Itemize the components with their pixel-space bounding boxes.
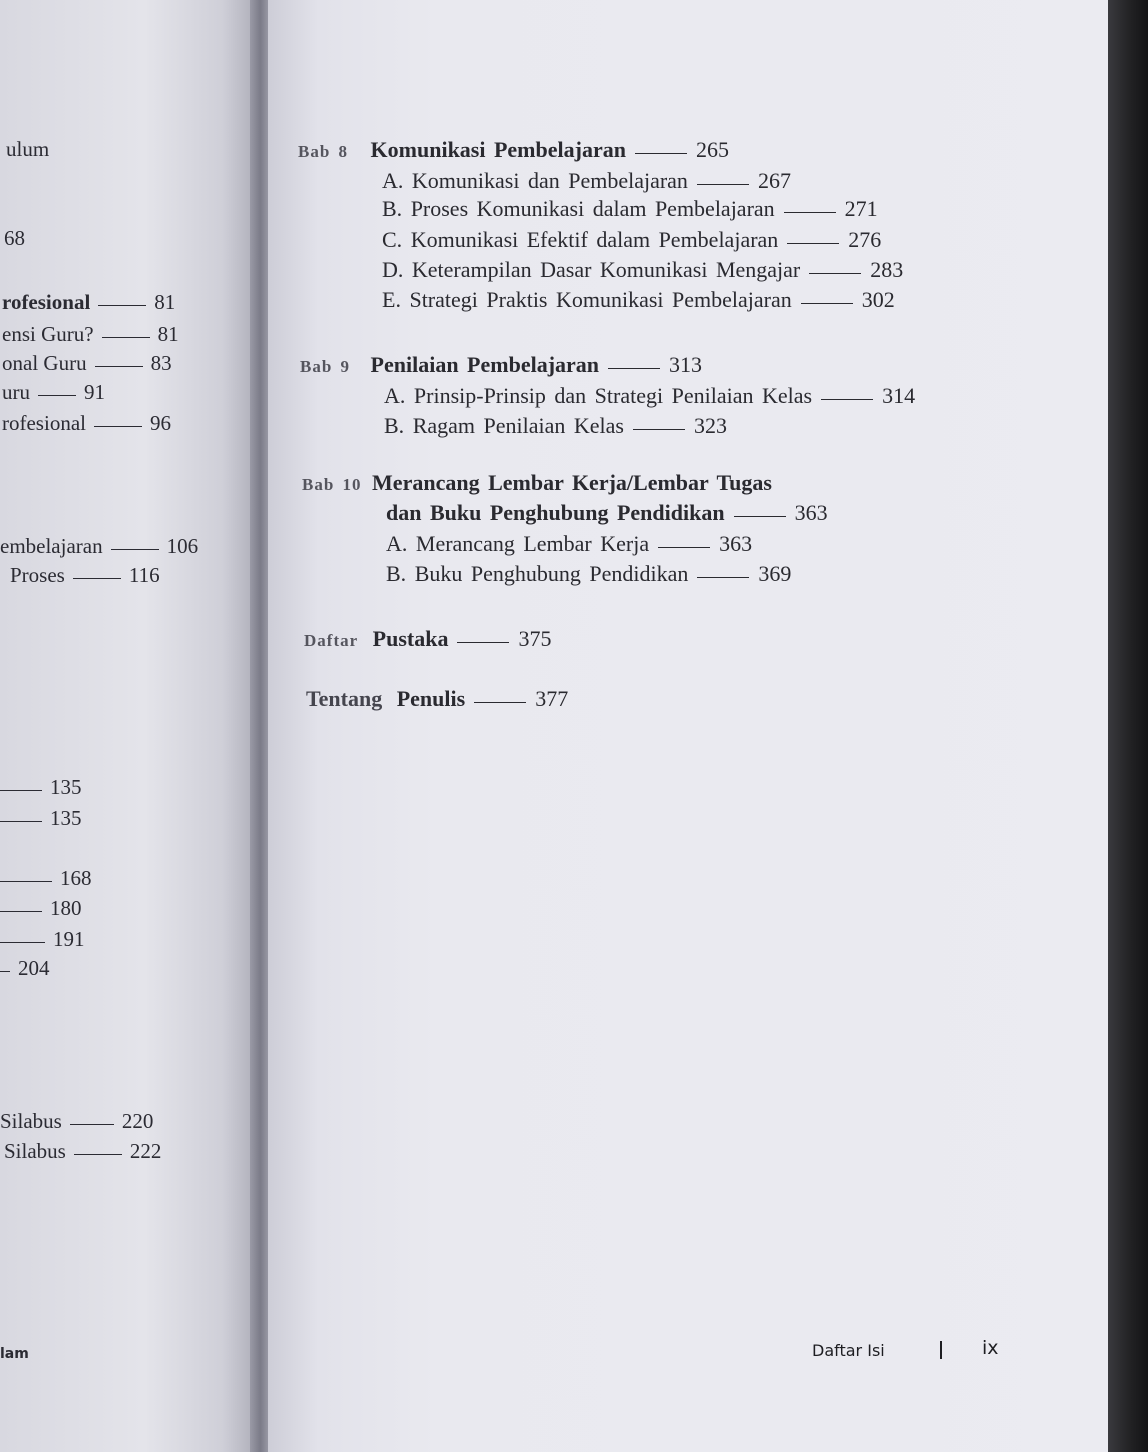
left-row-6: rofesional 96 bbox=[2, 411, 171, 435]
toc-item-10a: A. Merancang Lembar Kerja 363 bbox=[386, 531, 753, 556]
toc-chapter-10 bbox=[302, 470, 772, 496]
left-row-7: embelajaran 106 bbox=[0, 534, 199, 558]
chapter-label: Bab 8 bbox=[298, 142, 349, 161]
toc-chapter-8 bbox=[298, 137, 729, 163]
page-number: 265 bbox=[695, 137, 729, 162]
toc-item-9a: A. Prinsip-Prinsip dan Strategi Penilaian Kelas 314 bbox=[384, 383, 916, 408]
left-row-9: 135 bbox=[0, 775, 82, 800]
toc-item-8e: E. Strategi Praktis Komunikasi Pembelajaran 302 bbox=[382, 287, 895, 312]
chapter-title: Komunikasi Pembelajaran bbox=[370, 137, 626, 162]
chapter-title-line1: Merancang Lembar Kerja/Lembar Tugas bbox=[372, 470, 772, 495]
left-footer: lam bbox=[0, 1346, 29, 1362]
left-row-10: 135 bbox=[0, 806, 82, 831]
left-row-3: ensi Guru? 81 bbox=[2, 322, 179, 346]
left-row-8: Proses 116 bbox=[10, 563, 160, 587]
left-row-12: 180 bbox=[0, 896, 82, 921]
left-row-11: 168 bbox=[0, 866, 92, 891]
left-row-2: rofesional 81 bbox=[2, 290, 176, 314]
chapter-title-line2: dan Buku Penghubung Pendidikan bbox=[386, 500, 725, 525]
left-row-13: 191 bbox=[0, 927, 85, 952]
left-row-14: 204 bbox=[0, 956, 50, 981]
left-row-5: uru 91 bbox=[2, 380, 105, 404]
show-through-heading bbox=[568, 650, 586, 726]
footer-divider bbox=[940, 1341, 942, 1359]
toc-item-8a: A. Komunikasi dan Pembelajaran 267 bbox=[382, 168, 791, 193]
chapter-label: Bab 10 bbox=[302, 475, 362, 494]
footer-section-label: Daftar Isi bbox=[812, 1341, 885, 1360]
toc-daftar-pustaka: Daftar Pustaka 375 bbox=[304, 626, 552, 651]
toc-item-10b: B. Buku Penghubung Pendidikan 369 bbox=[386, 561, 792, 586]
left-page bbox=[0, 0, 262, 1452]
toc-chapter-9: Bab 9 Penilaian Pembelajaran 313 bbox=[300, 352, 703, 377]
left-row-15: Silabus 220 bbox=[0, 1109, 154, 1133]
left-row-0: ulum bbox=[6, 137, 50, 161]
left-row-16: Silabus 222 bbox=[4, 1139, 162, 1163]
chapter-label: Bab 9 bbox=[300, 357, 351, 376]
toc-item-8d: D. Keterampilan Dasar Komunikasi Mengajar 283 bbox=[382, 257, 904, 282]
left-row-1: 68 bbox=[4, 226, 25, 250]
footer-page-number: ix bbox=[982, 1337, 999, 1359]
toc-chapter-10-line2: dan Buku Penghubung Pendidikan 363 bbox=[386, 500, 828, 525]
left-row-4: onal Guru 83 bbox=[2, 351, 172, 375]
book-edge bbox=[1108, 0, 1148, 1452]
toc-item-8c: C. Komunikasi Efektif dalam Pembelajaran 276 bbox=[382, 227, 882, 252]
toc-tentang-penulis: Tentang Penulis 377 bbox=[306, 686, 569, 711]
chapter-title: Penilaian Pembelajaran bbox=[370, 352, 600, 377]
toc-item-9b: B. Ragam Penilaian Kelas 323 bbox=[384, 413, 727, 438]
toc-item-8b: B. Proses Komunikasi dalam Pembelajaran 271 bbox=[382, 196, 878, 221]
